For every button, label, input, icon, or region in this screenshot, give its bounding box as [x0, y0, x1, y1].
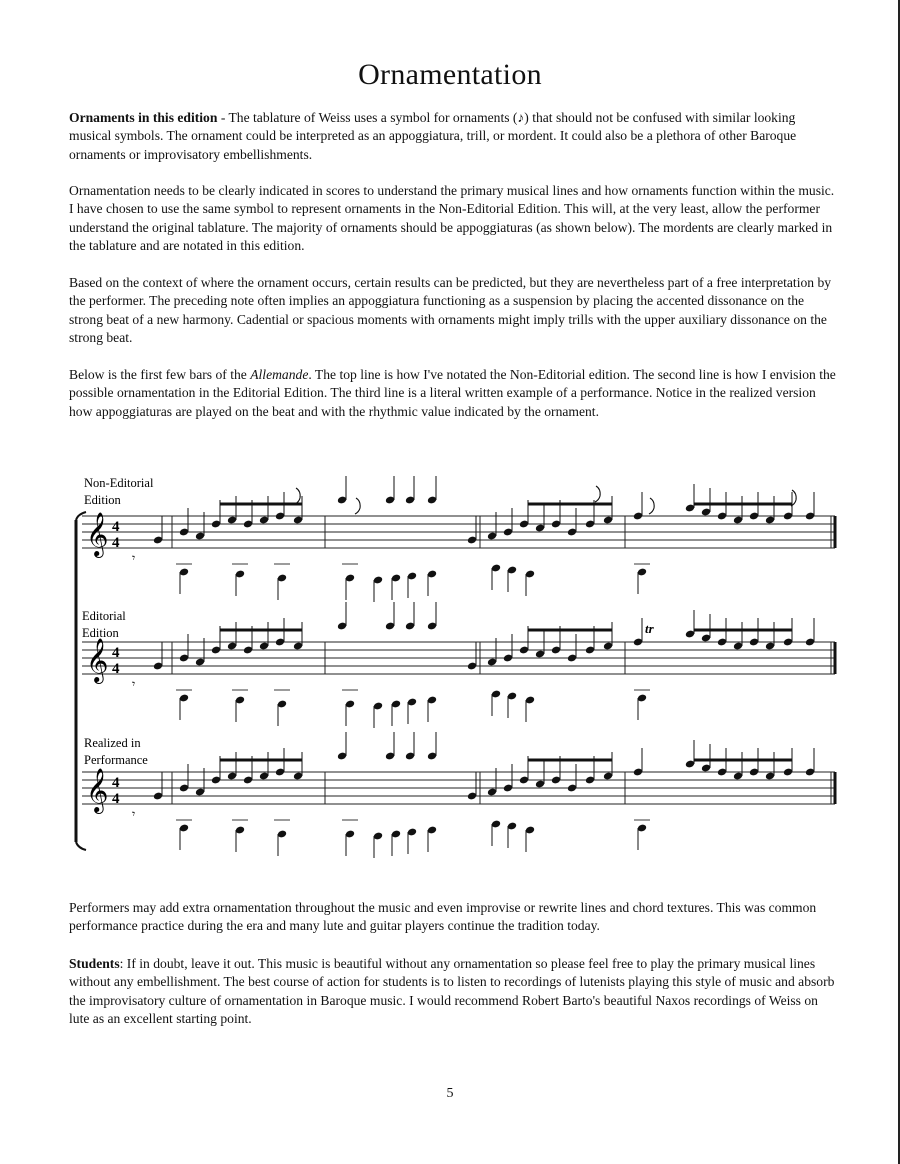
time-signature-top: 4: [112, 645, 120, 661]
stave2-label-line1: Editorial: [82, 609, 126, 623]
stave1-label-line2: Edition: [84, 493, 121, 507]
paragraph-heading: Students: [69, 956, 120, 971]
ornament-mark: [295, 488, 300, 504]
eighth-rest-icon: 𝄾: [132, 677, 136, 691]
stave1-label-line1: Non-Editorial: [84, 476, 154, 490]
stave3-label-line1: Realized in: [84, 736, 141, 750]
ornament-mark: [649, 498, 654, 514]
bracket-bottom-hook: [76, 842, 86, 850]
paragraph-performers: Performers may add extra ornamentation throughout the music and even improvise or rewrite lines and chord textures. This was common performance practice during the era and many lute and guitar players continue the tradition today.: [69, 900, 817, 934]
ornament-symbol-icon: ♪: [517, 110, 525, 125]
time-signature-top: 4: [112, 519, 120, 535]
treble-clef-icon: 𝄞: [86, 768, 109, 812]
paragraph-heading: Ornaments in this edition: [69, 110, 218, 125]
paragraph-ornamentation-scores: Ornamentation needs to be clearly indicated in scores to understand the primary musical lines and how ornaments function within the music. I have chosen to use the same symbol to represent ornaments in the Non-Editorial Edition. This will, at the very least, allow the performer understand the original tablature. The majority of ornaments should be appoggiaturas (as shown below). The mordents are clearly marked in the tablature and are notated in this edition.: [69, 183, 835, 253]
time-signature-bottom: 4: [112, 791, 120, 807]
paragraph-students: Students: If in doubt, leave it out. This music is beautiful without any ornamentation so please feel free to play the primary musical lines without any embellishment. The best course of action for students is to listen to recordings of lutenists playing this style of music and absorb the improvisatory culture of ornamentation in Baroque music. I would recommend Robert Barto's beautiful Naxos recordings of Weiss on lute as an excellent starting point.: [69, 956, 835, 1026]
treble-clef-icon: 𝄞: [86, 512, 109, 556]
time-signature-top: 4: [112, 775, 120, 791]
stave2-label-line2: Edition: [82, 626, 119, 640]
page-title: Ornamentation: [358, 58, 542, 91]
ornament-mark: [595, 486, 600, 502]
music-example: [60, 470, 850, 870]
stave3-label-line2: Performance: [84, 753, 148, 767]
trill-mark: tr: [645, 621, 654, 636]
time-signature-bottom: 4: [112, 661, 120, 677]
ornament-mark: [355, 498, 360, 514]
page-number: 5: [446, 1086, 454, 1101]
paragraph-context: Based on the context of where the ornament occurs, certain results can be predicted, but they are nevertheless part of a free interpretation by the performer. The preceding note often implies an appoggiatura functioning as a suspension by placing the accented dissonance on the strong beat of a new harmony. Cadential or spacious moments with ornaments might imply trills with the upper auxiliary dissonance on the strong beat.: [69, 275, 832, 345]
eighth-rest-icon: 𝄾: [132, 551, 136, 565]
paragraph-ornaments-edition: Ornaments in this edition - The tablature of Weiss uses a symbol for ornaments (♪) that should not be confused with similar looking musical symbols. The ornament could be interpreted as an appoggiatura, trill, or mordent. It could also be a plethora of other Baroque ornaments or improvisatory embellishments.: [69, 110, 797, 162]
eighth-rest-icon: 𝄾: [132, 807, 136, 821]
paragraph-allemande: Below is the first few bars of the Allemande. The top line is how I've notated the Non-Editorial edition. The second line is how I envision the possible ornamentation in the Editorial Edition. The third line is a literal written example of a performance. Notice in the realized version how appoggiaturas are played on the beat and with the rhythmic value indicated by the ornament.: [69, 367, 836, 419]
time-signature-bottom: 4: [112, 535, 120, 551]
treble-clef-icon: 𝄞: [86, 638, 109, 682]
